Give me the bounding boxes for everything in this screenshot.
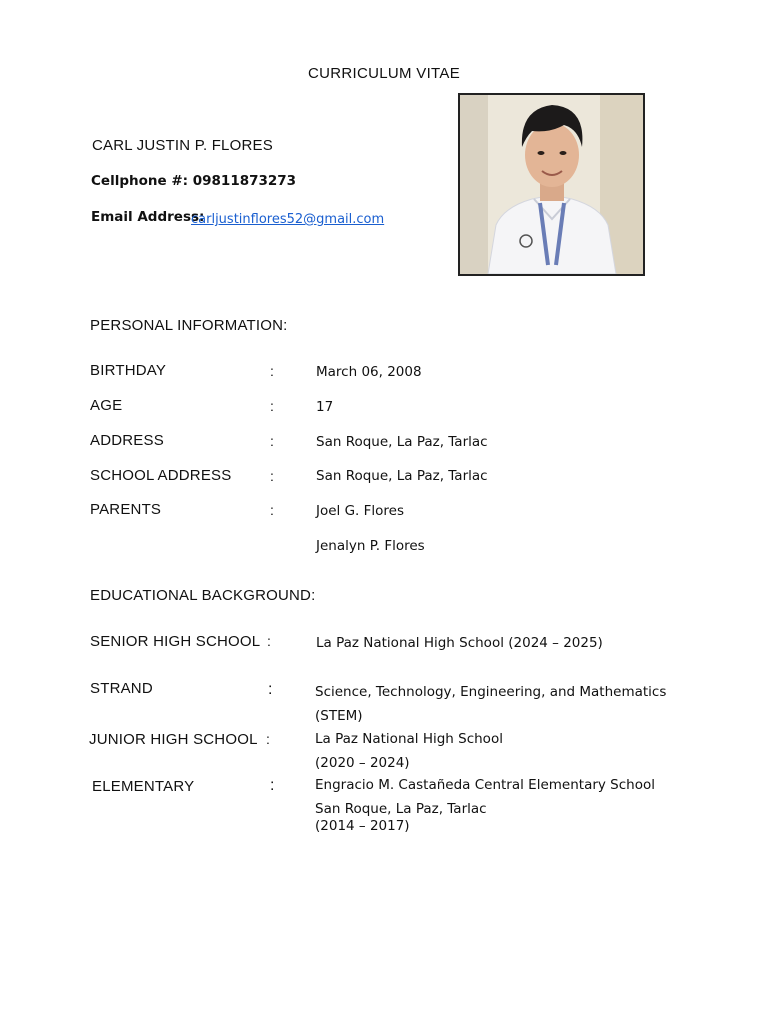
parent-father-value: Joel G. Flores (316, 503, 405, 519)
birthday-label: BIRTHDAY (90, 362, 167, 379)
birthday-value: March 06, 2008 (316, 364, 422, 380)
strand-value: Science, Technology, Engineering, and Mathematics (315, 684, 667, 700)
school-address-label: SCHOOL ADDRESS (90, 467, 232, 484)
parents-label: PARENTS (90, 501, 162, 518)
email-link[interactable] (191, 212, 404, 227)
birthday-colon: : (270, 363, 274, 379)
elementary-address: San Roque, La Paz, Tarlac (315, 801, 487, 817)
address-label: ADDRESS (90, 432, 164, 449)
school-address-value: San Roque, La Paz, Tarlac (316, 468, 488, 484)
applicant-name: CARL JUSTIN P. FLORES (92, 137, 273, 154)
education-heading: EDUCATIONAL BACKGROUND: (90, 587, 316, 604)
elementary-label: ELEMENTARY (92, 778, 195, 795)
age-value: 17 (316, 399, 334, 415)
email-label: Email Address: (91, 209, 205, 225)
shs-label: SENIOR HIGH SCHOOL (90, 633, 261, 650)
elementary-years: (2014 – 2017) (315, 818, 410, 834)
strand-colon: : (268, 681, 273, 698)
elementary-colon: : (270, 777, 275, 794)
email-text: carljustinflores52@gmail.com (191, 212, 385, 227)
jhs-colon: : (266, 731, 270, 747)
cellphone-line: Cellphone #: 09811873273 (91, 173, 297, 189)
parent-mother-value: Jenalyn P. Flores (316, 538, 425, 554)
profile-photo (458, 93, 645, 276)
document-title: CURRICULUM VITAE (307, 65, 461, 82)
parents-colon: : (270, 502, 274, 518)
person-photo-icon (460, 95, 643, 274)
strand-label: STRAND (90, 680, 153, 697)
elementary-value: Engracio M. Castañeda Central Elementary School (315, 777, 655, 793)
jhs-years: (2020 – 2024) (315, 755, 410, 771)
jhs-label: JUNIOR HIGH SCHOOL (89, 731, 258, 748)
shs-colon: : (267, 633, 271, 649)
personal-info-heading: PERSONAL INFORMATION: (90, 317, 288, 334)
jhs-value: La Paz National High School (315, 731, 503, 747)
age-colon: : (270, 398, 274, 414)
age-label: AGE (90, 397, 123, 414)
strand-value-abbrev: (STEM) (315, 708, 363, 724)
address-value: San Roque, La Paz, Tarlac (316, 434, 488, 450)
school-address-colon: : (270, 468, 274, 484)
address-colon: : (270, 433, 274, 449)
shs-value: La Paz National High School (2024 – 2025) (316, 635, 603, 651)
